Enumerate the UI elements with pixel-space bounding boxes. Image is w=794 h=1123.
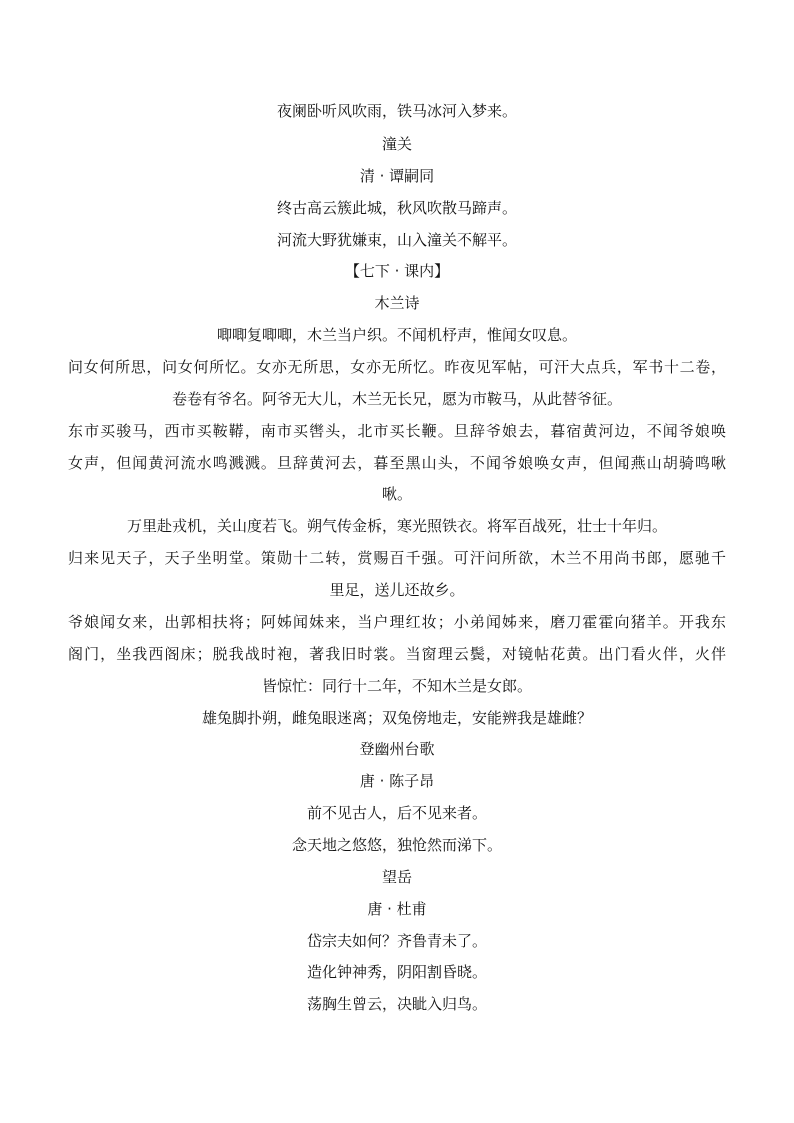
poem-title: 木兰诗 <box>374 294 420 312</box>
poem-author: 清 · 谭嗣同 <box>359 167 435 185</box>
poem-line: 归来见天子，天子坐明堂。策勋十二转，赏赐百千强。可汗问所欲，木兰不用尚书郎，愿驰千 <box>68 549 726 567</box>
poem-title: 登幽州台歌 <box>359 740 435 758</box>
poem-author: 唐 · 杜甫 <box>367 900 427 918</box>
poem-line: 爷娘闻女来，出郭相扶将；阿姊闻妹来，当户理红妆；小弟闻姊来，磨刀霍霍向猪羊。开我东 <box>68 613 726 631</box>
poem-line: 万里赴戎机，关山度若飞。朔气传金柝，寒光照铁衣。将军百战死，壮士十年归。 <box>126 517 667 535</box>
poem-line: 皆惊忙：同行十二年，不知木兰是女郎。 <box>261 677 532 695</box>
poem-line: 问女何所思，问女何所忆。女亦无所思，女亦无所忆。昨夜见军帖，可汗大点兵，军书十二卷， <box>68 358 726 376</box>
poem-line: 荡胸生曾云，决眦入归鸟。 <box>306 995 487 1013</box>
poem-line: 里足，送儿还故乡。 <box>329 581 465 599</box>
poem-line: 夜阑卧听风吹雨，铁马冰河入梦来。 <box>276 102 517 120</box>
poem-line: 终古高云簇此城，秋风吹散马蹄声。 <box>276 199 517 217</box>
poem-title: 潼关 <box>381 135 412 153</box>
poem-line: 东市买骏马，西市买鞍鞯，南市买辔头，北市买长鞭。旦辞爷娘去，暮宿黄河边，不闻爷娘唤 <box>68 422 726 440</box>
poem-title: 望岳 <box>381 868 412 886</box>
section-heading: 【七下 · 课内】 <box>344 262 450 280</box>
poem-line: 女声，但闻黄河流水鸣溅溅。旦辞黄河去，暮至黑山头，不闻爷娘唤女声，但闻燕山胡骑鸣啾 <box>68 454 726 472</box>
poem-line: 唧唧复唧唧，木兰当户织。不闻机杼声，惟闻女叹息。 <box>216 326 577 344</box>
poem-line: 念天地之悠悠，独怆然而涕下。 <box>291 836 502 854</box>
poem-line: 造化钟神秀，阴阳割昏晓。 <box>306 963 487 981</box>
poem-line: 河流大野犹嫌束，山入潼关不解平。 <box>276 231 517 249</box>
poem-line: 阁门，坐我西阁床；脱我战时袍，著我旧时裳。当窗理云鬓，对镜帖花黄。出门看火伴，火伴 <box>68 645 726 663</box>
poem-author: 唐 · 陈子昂 <box>359 772 435 790</box>
poem-line: 卷卷有爷名。阿爷无大儿，木兰无长兄，愿为市鞍马，从此替爷征。 <box>171 390 622 408</box>
poem-line: 岱宗夫如何？齐鲁青未了。 <box>306 932 487 950</box>
poem-line: 啾。 <box>381 485 412 503</box>
poem-line: 前不见古人，后不见来者。 <box>306 804 487 822</box>
poem-line: 雄兔脚扑朔，雌兔眼迷离；双兔傍地走，安能辨我是雄雌？ <box>201 709 592 727</box>
